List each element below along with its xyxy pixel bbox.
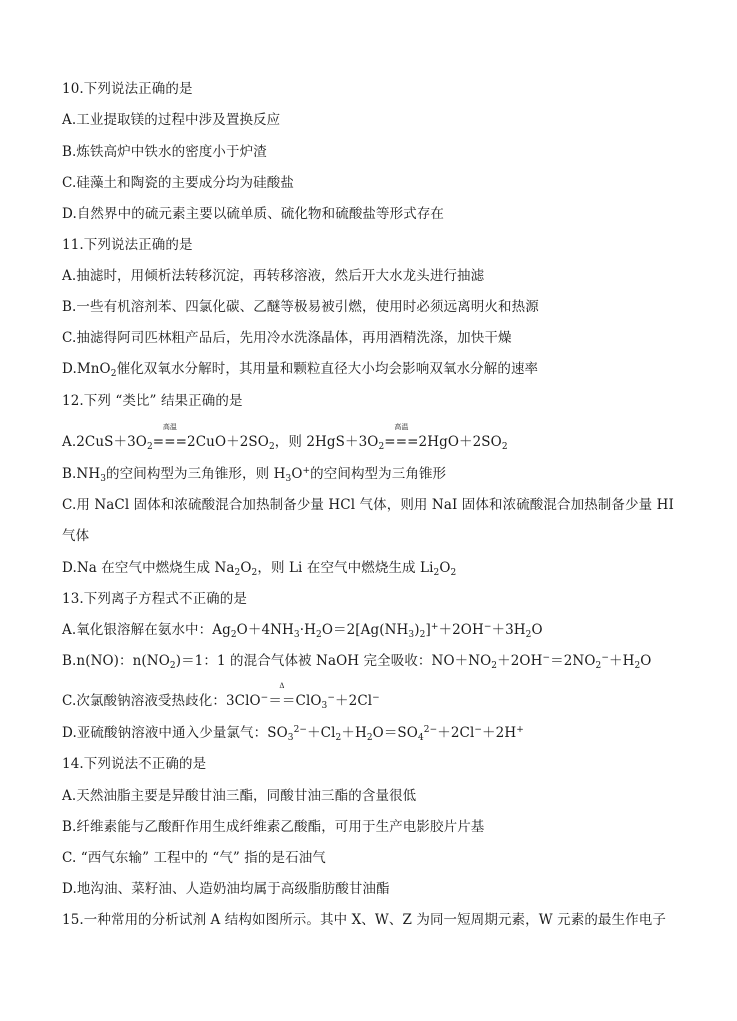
- q11-option-b: B.一些有机溶剂苯、四氯化碳、乙醚等极易被引燃，使用时必须远离明火和热源: [62, 299, 539, 315]
- q13-option-a: A.氧化银溶解在氨水中：$Ag_2O+4NH_3\cdot H_2O=2[Ag(NH_3)_2]^++2OH^-+3H_2O$: [62, 622, 543, 640]
- q12-a-condition-2: 高温: [394, 423, 409, 431]
- q12-stem: 12.下列 “类比” 结果正确的是: [62, 393, 243, 409]
- q11-option-d: [62, 360, 538, 378]
- q15-stem: 15.一种常用的分析试剂 A 结构如图所示。其中 X、W、Z 为同一短周期元素，W 元素的最生作电子: [62, 912, 666, 928]
- q14-option-a: A.天然油脂主要是异酸甘油三酯，同酸甘油三酯的含量很低: [62, 788, 417, 804]
- q13-option-b: B.n(NO)：$n(NO_2)=1$：1 的混合气体被 NaOH 完全吸收：$NO+NO_2+2OH^-=2NO_2^-+H_2O$: [62, 653, 652, 671]
- q14-stem: 14.下列说法不正确的是: [62, 756, 207, 772]
- q11-option-a: A.抽滤时，用倾析法转移沉淀，再转移溶液，然后开大水龙头进行抽滤: [62, 268, 485, 284]
- q14-option-b: B.纤维素能与乙酸酐作用生成纤维素乙酸酯，可用于生产电影胶片片基: [62, 819, 485, 835]
- q10-option-c: C.硅藻土和陶瓷的主要成分均为硅酸盐: [62, 175, 294, 191]
- q12-option-a: $A.2CuS+3O_2$ 高温 $===2CuO+2SO_2$，则 $2HgS+3O_2$ 高温 $===2HgO+2SO_2$: [62, 423, 508, 452]
- q10-option-b: B.炼铁高炉中铁水的密度小于炉渣: [62, 144, 267, 160]
- q10-stem: 10.下列说法正确的是: [62, 81, 193, 97]
- q12-option-c-line1: C.用 NaCl 固体和浓硫酸混合加热制备少量 HCl 气体，则用 NaI 固体和浓硫酸混合加热制备少量 HI: [62, 497, 674, 513]
- q11-d-rest: 催化双氧水分解时，其用量和颗粒直径大小均会影响双氧水分解的速率: [116, 361, 539, 377]
- q14-option-c: C. “西气东输” 工程中的 “气” 指的是石油气: [62, 850, 326, 866]
- q10-option-a: A.工业提取镁的过程中涉及置换反应: [62, 112, 281, 128]
- q12-option-c-line2: 气体: [62, 528, 90, 544]
- q13-stem: 13.下列离子方程式不正确的是: [62, 591, 247, 607]
- q12-option-d: D.Na 在空气中燃烧生成 $Na_2O_2$，则 Li 在空气中燃烧生成 $Li_2O_2$: [62, 560, 457, 578]
- q12-option-b: $B.NH_3$的空间构型为三角锥形，则 $H_3O^+$的空间构型为三角锥形: [62, 466, 447, 484]
- q12-a-condition-1: 高温: [162, 423, 178, 431]
- q13-option-d: D.亚硫酸钠溶液中通入少量氯气：$SO_3^{2-}+Cl_2+H_2O=SO_4^{2-}+2Cl^-+2H^+$: [62, 725, 524, 743]
- q13-option-c: C.次氯酸钠溶液受热歧化：3ClO− Δ ＝＝ClO$_3$−＋2Cl−: [62, 682, 380, 711]
- q11-d-sub: 2: [110, 369, 117, 379]
- q11-stem: 11.下列说法正确的是: [62, 237, 193, 253]
- q11-d-prefix: D.MnO: [62, 361, 111, 377]
- q13-c-condition: Δ: [279, 682, 285, 690]
- q11-option-c: C.抽滤得阿司匹林粗产品后，先用冷水洗涤晶体，再用酒精洗涤，加快干燥: [62, 330, 512, 346]
- q10-option-d: D.自然界中的硫元素主要以硫单质、硫化物和硫酸盐等形式存在: [62, 206, 445, 222]
- q14-option-d: D.地沟油、菜籽油、人造奶油均属于高级脂肪酸甘油酯: [62, 881, 390, 897]
